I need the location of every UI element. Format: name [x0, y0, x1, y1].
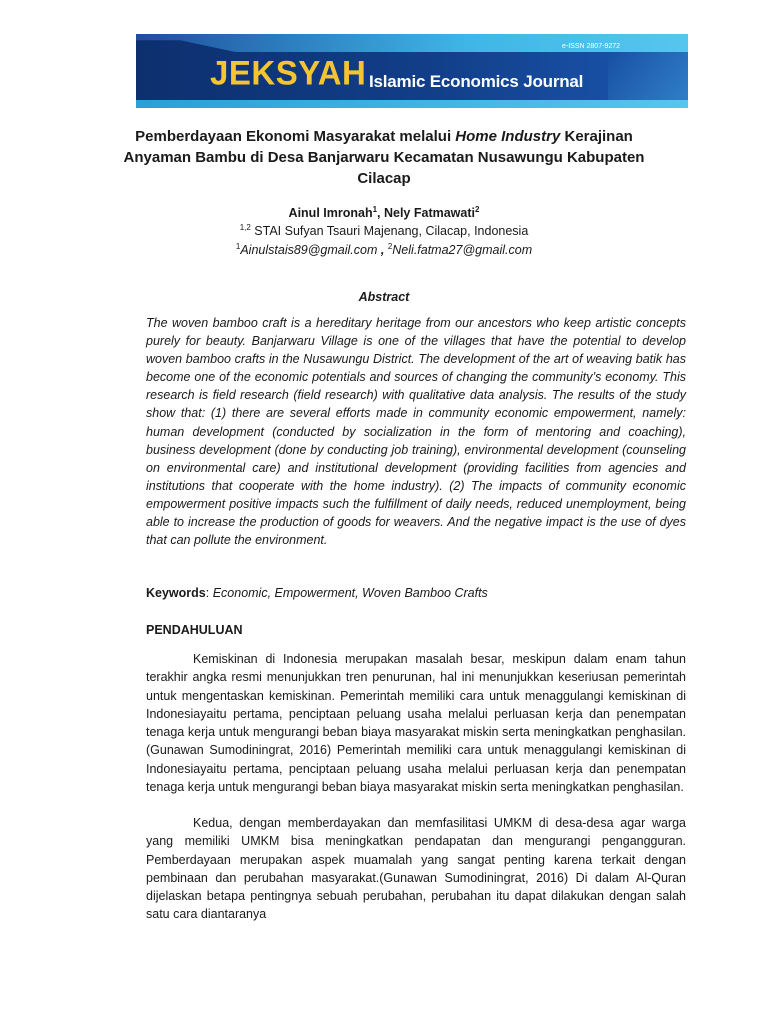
affiliation-text: STAI Sufyan Tsauri Majenang, Cilacap, Indonesia [250, 224, 529, 238]
author-separator: , [377, 206, 384, 220]
email-1-mark: 1 [235, 241, 241, 251]
body-paragraph-1: Kemiskinan di Indonesia merupakan masalah besar, meskipun dalam enam tahun terakhir angka resmi menunjukkan tren penurunan, hal ini menunjukkan keseriusan pemerintah untuk mengentaskan kemiskinan. Pemerintah memiliki cara untuk menaggulangi kemiskinan di Indonesiayaitu pertama, penciptaan peluang usaha melalui perluasan kerja dan penempatan tenaga kerja untuk mengurangi beban biaya masyarakat miskin serta meningkatkan penghasilan.(Gunawan Sumodiningrat, 2016) Pemerintah memiliki cara untuk menaggulangi kemiskinan di Indonesiayaitu pertama, penciptaan peluang usaha melalui perluasan kerja dan penempatan tenaga kerja untuk mengurangi beban biaya masyarakat miskin serta meningkatkan penghasilan. [146, 652, 686, 795]
keywords-label: Keywords [146, 586, 206, 600]
title-italic-term: Home Industry [455, 128, 561, 145]
journal-logo: JEKSYAH [210, 53, 367, 92]
paper-title [110, 126, 658, 189]
title-part-2: Kerajinan Anyaman Bambu di Desa Banjarwaru Kecamatan Nusawungu Kabupaten Cilacap [123, 128, 645, 187]
keywords-colon: : [205, 586, 213, 600]
email-2-mark: 2 [387, 241, 393, 251]
banner-stripe-bottom [136, 100, 688, 108]
journal-banner [136, 34, 688, 108]
keywords-values: Economic, Empowerment, Woven Bamboo Crafts [212, 586, 488, 600]
email-2-link[interactable]: Neli.fatma27@gmail.com [392, 243, 533, 257]
section-heading: PENDAHULUAN [146, 623, 243, 637]
abstract-heading: Abstract [358, 290, 410, 304]
author-1-affil-mark: 1 [372, 204, 378, 214]
email-1-link[interactable]: Ainulstais89@gmail.com [240, 243, 378, 257]
author-list [0, 206, 768, 220]
email-separator: , [377, 243, 388, 257]
author-2-affil-mark: 2 [475, 204, 480, 214]
author-1: Ainul Imronah [288, 206, 373, 220]
affiliation [0, 224, 768, 238]
journal-subtitle: Islamic Economics Journal [369, 72, 584, 91]
affiliation-mark: 1,2 [239, 222, 251, 232]
author-emails [0, 243, 768, 257]
banner-corner-decoration [608, 52, 688, 100]
keywords-line [146, 586, 686, 600]
body-paragraph-2: Kedua, dengan memberdayakan dan memfasilitasi UMKM di desa-desa agar warga yang memiliki UMKM bisa meningkatkan pendapatan dan mengurangi pengangguran. Pemberdayaan merupakan aspek muamalah yang sangat penting karena terkait dengan pembinaan dan perubahan masyarakat.(Gunawan Sumodiningrat, 2016) Di dalam Al-Quran dijelaskan betapa pentingnya sebuah perubahan, perubahan itu dapat dilakukan dengan salah satu cara diantaranya [146, 816, 686, 922]
abstract-text: The woven bamboo craft is a hereditary heritage from our ancestors who keep artistic concepts purely for beauty. Banjarwaru Village is one of the villages that have the potential to develop woven bamboo crafts in the Nusawungu District. The development of the art of weaving batik has become one of the economic potentials and sources of changing the community’s economy. This research is field research (field research) with qualitative data analysis. The results of the study show that: (1) there are several efforts made in community economic empowerment, namely: human development (conducted by socialization in the form of mentoring and coaching), business development (done by conducting job training), environmental development (counseling on environmental care) and institutional development (providing facilities from agencies and institutions that cooperate with the home industry). (2) The impacts of community economic empowerment positive impacts such the fulfillment of daily needs, reduced unemployment, being able to increase the production of goods for weavers. And the negative impact is the use of dyes that can pollute the environment. [146, 316, 686, 548]
journal-issn: e-ISSN 2807-9272 [562, 43, 620, 50]
title-part-1: Pemberdayaan Ekonomi Masyarakat melalui [135, 128, 456, 145]
author-2: Nely Fatmawati [383, 206, 475, 220]
